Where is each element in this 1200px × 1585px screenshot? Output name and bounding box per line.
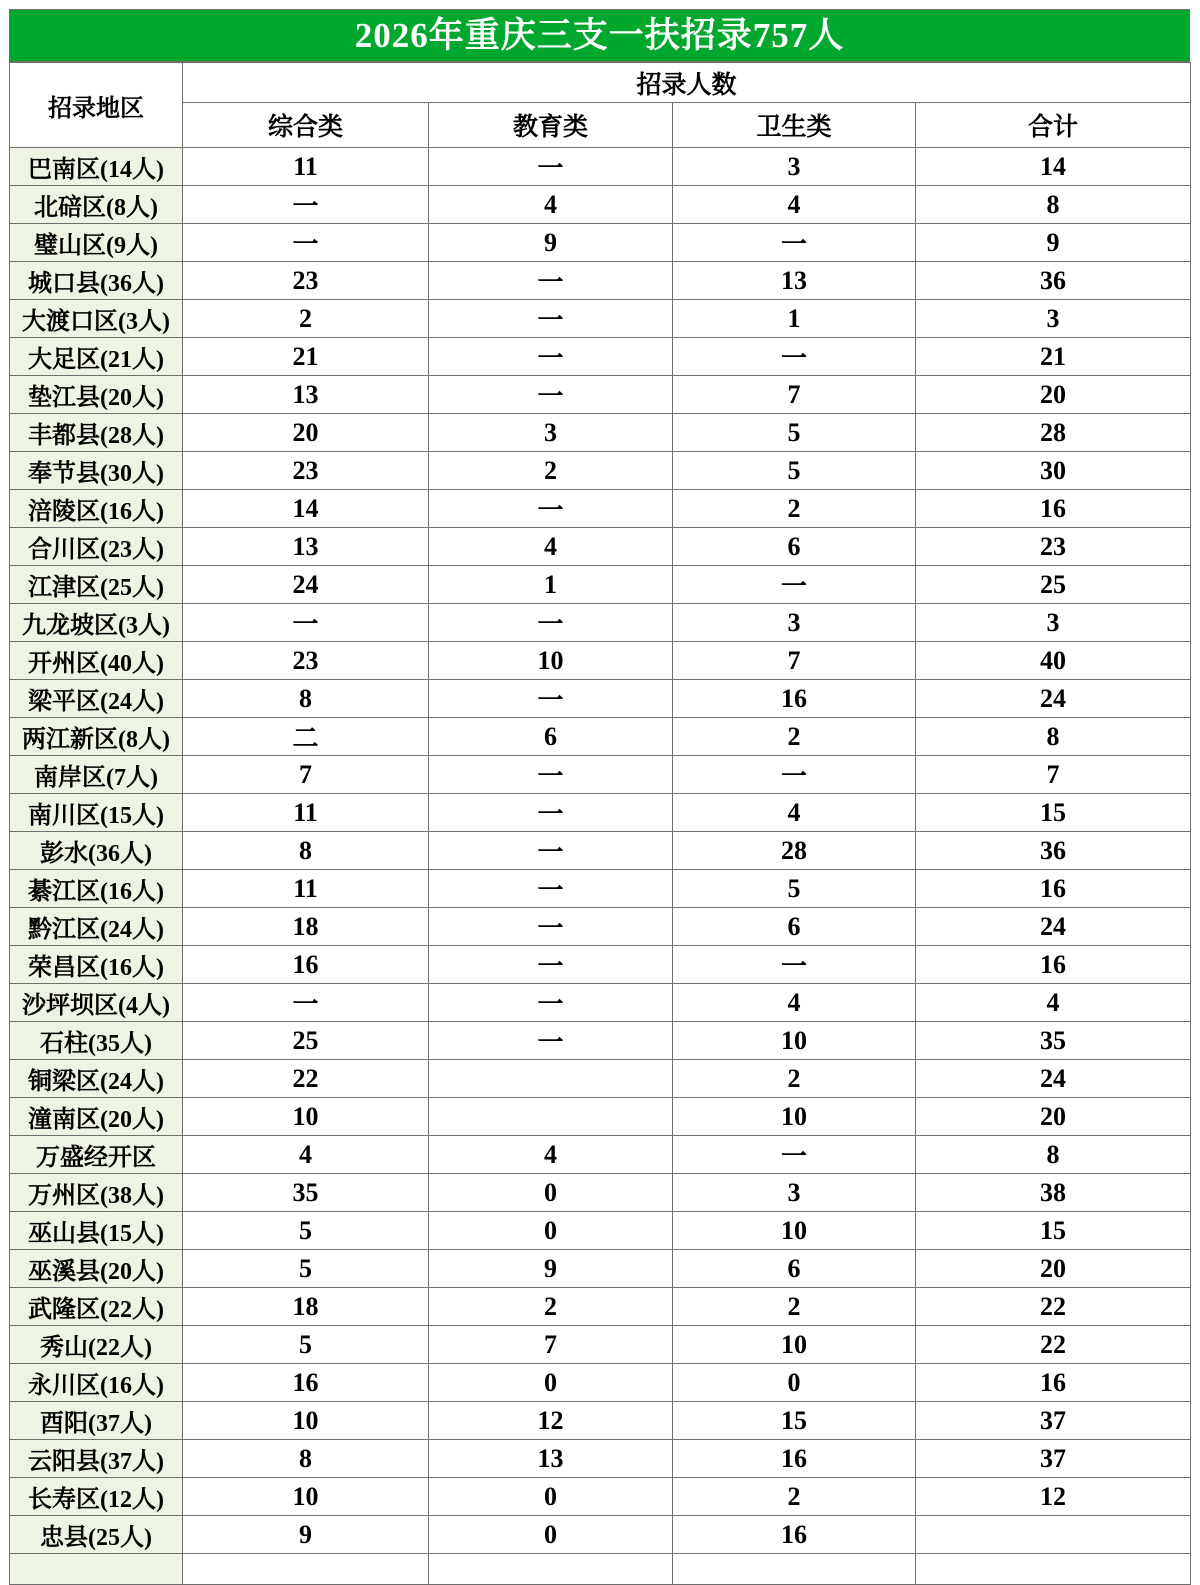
cell-total: 16 xyxy=(916,490,1191,528)
cell-comprehensive: 7 xyxy=(183,756,429,794)
cell-partial xyxy=(916,1554,1191,1585)
cell-total: 20 xyxy=(916,1098,1191,1136)
cell-region: 开州区(40人) xyxy=(10,642,183,680)
table-row xyxy=(10,832,1191,870)
cell-education xyxy=(429,1098,673,1136)
cell-health: 4 xyxy=(673,186,916,224)
cell-comprehensive: 10 xyxy=(183,1478,429,1516)
cell-total: 36 xyxy=(916,262,1191,300)
cell-region: 南岸区(7人) xyxy=(10,756,183,794)
cell-region: 大渡口区(3人) xyxy=(10,300,183,338)
cell-comprehensive: 11 xyxy=(183,870,429,908)
cell-total: 9 xyxy=(916,224,1191,262)
cell-total: 37 xyxy=(916,1440,1191,1478)
cell-comprehensive: 一 xyxy=(183,186,429,224)
cell-total: 4 xyxy=(916,984,1191,1022)
table-row xyxy=(10,1098,1191,1136)
cell-health: 10 xyxy=(673,1098,916,1136)
cell-health: 10 xyxy=(673,1022,916,1060)
cell-total: 12 xyxy=(916,1478,1191,1516)
cell-health: 3 xyxy=(673,148,916,186)
table-row xyxy=(10,1402,1191,1440)
cell-education: 一 xyxy=(429,148,673,186)
cell-health: 3 xyxy=(673,1174,916,1212)
cell-comprehensive: 10 xyxy=(183,1098,429,1136)
cell-region: 秀山(22人) xyxy=(10,1326,183,1364)
cell-education: 一 xyxy=(429,680,673,718)
cell-total: 8 xyxy=(916,718,1191,756)
cell-total: 16 xyxy=(916,870,1191,908)
table-row xyxy=(10,756,1191,794)
header-row-sub xyxy=(10,103,1191,148)
table-row xyxy=(10,1516,1191,1554)
table-row xyxy=(10,1136,1191,1174)
cell-region: 城口县(36人) xyxy=(10,262,183,300)
table-row xyxy=(10,186,1191,224)
cell-partial xyxy=(429,1554,673,1585)
cell-health: 10 xyxy=(673,1212,916,1250)
column-header-comprehensive: 综合类 xyxy=(183,103,429,148)
cell-comprehensive: 二 xyxy=(183,718,429,756)
cell-comprehensive: 23 xyxy=(183,452,429,490)
table-row xyxy=(10,604,1191,642)
cell-health: 一 xyxy=(673,946,916,984)
table-row xyxy=(10,908,1191,946)
cell-total: 8 xyxy=(916,186,1191,224)
table-row xyxy=(10,642,1191,680)
cell-region: 酉阳(37人) xyxy=(10,1402,183,1440)
cell-region: 垫江县(20人) xyxy=(10,376,183,414)
cell-region: 丰都县(28人) xyxy=(10,414,183,452)
cell-region: 大足区(21人) xyxy=(10,338,183,376)
cell-comprehensive: 4 xyxy=(183,1136,429,1174)
cell-region: 巴南区(14人) xyxy=(10,148,183,186)
cell-education: 6 xyxy=(429,718,673,756)
cell-health: 5 xyxy=(673,870,916,908)
cell-comprehensive: 24 xyxy=(183,566,429,604)
cell-education: 一 xyxy=(429,908,673,946)
cell-region: 璧山区(9人) xyxy=(10,224,183,262)
cell-health: 3 xyxy=(673,604,916,642)
cell-region: 江津区(25人) xyxy=(10,566,183,604)
cell-education: 一 xyxy=(429,300,673,338)
cell-comprehensive: 8 xyxy=(183,1440,429,1478)
table-row xyxy=(10,946,1191,984)
cell-region: 万州区(38人) xyxy=(10,1174,183,1212)
cell-health: 一 xyxy=(673,224,916,262)
cell-comprehensive: 13 xyxy=(183,528,429,566)
cell-total: 40 xyxy=(916,642,1191,680)
cell-education: 13 xyxy=(429,1440,673,1478)
cell-health: 7 xyxy=(673,376,916,414)
cell-health: 6 xyxy=(673,1250,916,1288)
cell-comprehensive: 10 xyxy=(183,1402,429,1440)
table-row xyxy=(10,1060,1191,1098)
header-row-top xyxy=(10,63,1191,103)
cell-total: 22 xyxy=(916,1288,1191,1326)
cell-comprehensive: 一 xyxy=(183,984,429,1022)
cell-education: 一 xyxy=(429,756,673,794)
cell-total: 16 xyxy=(916,946,1191,984)
cell-total: 20 xyxy=(916,1250,1191,1288)
cell-total: 16 xyxy=(916,1364,1191,1402)
table-row xyxy=(10,376,1191,414)
cell-total: 15 xyxy=(916,794,1191,832)
cell-comprehensive: 23 xyxy=(183,262,429,300)
cell-region: 黔江区(24人) xyxy=(10,908,183,946)
cell-total: 7 xyxy=(916,756,1191,794)
cell-total: 30 xyxy=(916,452,1191,490)
table-row xyxy=(10,718,1191,756)
cell-total: 21 xyxy=(916,338,1191,376)
cell-comprehensive: 18 xyxy=(183,908,429,946)
cell-total: 15 xyxy=(916,1212,1191,1250)
cell-comprehensive: 25 xyxy=(183,1022,429,1060)
cell-health: 5 xyxy=(673,452,916,490)
cell-education: 一 xyxy=(429,376,673,414)
cell-health: 7 xyxy=(673,642,916,680)
cell-comprehensive: 23 xyxy=(183,642,429,680)
cell-region: 武隆区(22人) xyxy=(10,1288,183,1326)
cell-comprehensive: 22 xyxy=(183,1060,429,1098)
cell-education: 0 xyxy=(429,1364,673,1402)
cell-education: 10 xyxy=(429,642,673,680)
table-row xyxy=(10,1440,1191,1478)
table-row xyxy=(10,490,1191,528)
cell-partial xyxy=(10,1554,183,1585)
cell-education: 一 xyxy=(429,1022,673,1060)
cell-region: 荣昌区(16人) xyxy=(10,946,183,984)
cell-comprehensive: 8 xyxy=(183,680,429,718)
cell-health: 6 xyxy=(673,908,916,946)
table-row xyxy=(10,680,1191,718)
cell-education: 4 xyxy=(429,186,673,224)
cell-comprehensive: 5 xyxy=(183,1212,429,1250)
table-row xyxy=(10,870,1191,908)
cell-education: 0 xyxy=(429,1174,673,1212)
cell-health: 5 xyxy=(673,414,916,452)
cell-health: 16 xyxy=(673,680,916,718)
cell-education: 一 xyxy=(429,262,673,300)
cell-region: 梁平区(24人) xyxy=(10,680,183,718)
cell-education: 一 xyxy=(429,984,673,1022)
cell-education: 7 xyxy=(429,1326,673,1364)
recruitment-table xyxy=(9,62,1191,1585)
cell-health: 2 xyxy=(673,490,916,528)
cell-health: 一 xyxy=(673,1136,916,1174)
cell-education: 一 xyxy=(429,794,673,832)
cell-region: 长寿区(12人) xyxy=(10,1478,183,1516)
cell-comprehensive: 一 xyxy=(183,224,429,262)
cell-region: 巫山县(15人) xyxy=(10,1212,183,1250)
cell-total: 24 xyxy=(916,908,1191,946)
cell-education: 一 xyxy=(429,604,673,642)
cell-health: 13 xyxy=(673,262,916,300)
cell-total: 3 xyxy=(916,604,1191,642)
cell-health: 4 xyxy=(673,794,916,832)
table-header xyxy=(10,63,1191,148)
table-row xyxy=(10,414,1191,452)
cell-region: 彭水(36人) xyxy=(10,832,183,870)
cell-total: 36 xyxy=(916,832,1191,870)
cell-comprehensive: 8 xyxy=(183,832,429,870)
cell-region: 北碚区(8人) xyxy=(10,186,183,224)
column-header-health: 卫生类 xyxy=(673,103,916,148)
cell-health: 一 xyxy=(673,338,916,376)
cell-region: 永川区(16人) xyxy=(10,1364,183,1402)
cell-education: 12 xyxy=(429,1402,673,1440)
cell-health: 15 xyxy=(673,1402,916,1440)
cell-comprehensive: 21 xyxy=(183,338,429,376)
cell-total: 25 xyxy=(916,566,1191,604)
table-row xyxy=(10,1326,1191,1364)
cell-total: 24 xyxy=(916,680,1191,718)
table-row xyxy=(10,1364,1191,1402)
cell-health: 1 xyxy=(673,300,916,338)
cell-health: 一 xyxy=(673,566,916,604)
table-row xyxy=(10,984,1191,1022)
cell-total: 23 xyxy=(916,528,1191,566)
table-row xyxy=(10,794,1191,832)
title-banner xyxy=(9,9,1190,62)
cell-partial xyxy=(673,1554,916,1585)
cell-comprehensive: 18 xyxy=(183,1288,429,1326)
table-row xyxy=(10,1478,1191,1516)
cell-education: 一 xyxy=(429,490,673,528)
column-header-group: 招录人数 xyxy=(183,63,1191,103)
cell-education: 2 xyxy=(429,452,673,490)
cell-region: 涪陵区(16人) xyxy=(10,490,183,528)
cell-partial xyxy=(183,1554,429,1585)
cell-health: 6 xyxy=(673,528,916,566)
cell-total: 28 xyxy=(916,414,1191,452)
cell-education: 0 xyxy=(429,1212,673,1250)
cell-comprehensive: 16 xyxy=(183,1364,429,1402)
cell-comprehensive: 9 xyxy=(183,1516,429,1554)
table-row xyxy=(10,224,1191,262)
cell-total xyxy=(916,1516,1191,1554)
cell-education: 一 xyxy=(429,832,673,870)
cell-comprehensive: 11 xyxy=(183,148,429,186)
cell-comprehensive: 20 xyxy=(183,414,429,452)
cell-health: 2 xyxy=(673,1288,916,1326)
cell-total: 14 xyxy=(916,148,1191,186)
cell-total: 22 xyxy=(916,1326,1191,1364)
table-row xyxy=(10,1174,1191,1212)
table-row xyxy=(10,300,1191,338)
table-row xyxy=(10,338,1191,376)
cell-region: 云阳县(37人) xyxy=(10,1440,183,1478)
cell-education: 9 xyxy=(429,1250,673,1288)
table-row xyxy=(10,1288,1191,1326)
cell-total: 38 xyxy=(916,1174,1191,1212)
cell-region: 两江新区(8人) xyxy=(10,718,183,756)
cell-region: 石柱(35人) xyxy=(10,1022,183,1060)
table-row xyxy=(10,528,1191,566)
table-row xyxy=(10,452,1191,490)
cell-total: 8 xyxy=(916,1136,1191,1174)
cell-region: 巫溪县(20人) xyxy=(10,1250,183,1288)
cell-education: 9 xyxy=(429,224,673,262)
cell-health: 2 xyxy=(673,718,916,756)
cell-total: 3 xyxy=(916,300,1191,338)
table-row-partial xyxy=(10,1554,1191,1585)
column-header-total: 合计 xyxy=(916,103,1191,148)
cell-education: 1 xyxy=(429,566,673,604)
cell-total: 35 xyxy=(916,1022,1191,1060)
cell-region: 合川区(23人) xyxy=(10,528,183,566)
table-body xyxy=(10,148,1191,1585)
column-header-education: 教育类 xyxy=(429,103,673,148)
cell-health: 4 xyxy=(673,984,916,1022)
cell-total: 37 xyxy=(916,1402,1191,1440)
cell-region: 九龙坡区(3人) xyxy=(10,604,183,642)
cell-education: 4 xyxy=(429,528,673,566)
cell-education: 2 xyxy=(429,1288,673,1326)
cell-education: 一 xyxy=(429,870,673,908)
cell-health: 16 xyxy=(673,1440,916,1478)
cell-region: 潼南区(20人) xyxy=(10,1098,183,1136)
cell-region: 忠县(25人) xyxy=(10,1516,183,1554)
cell-total: 24 xyxy=(916,1060,1191,1098)
cell-education: 0 xyxy=(429,1478,673,1516)
cell-health: 28 xyxy=(673,832,916,870)
table-row xyxy=(10,1212,1191,1250)
cell-comprehensive: 一 xyxy=(183,604,429,642)
cell-total: 20 xyxy=(916,376,1191,414)
cell-region: 万盛经开区 xyxy=(10,1136,183,1174)
cell-education xyxy=(429,1060,673,1098)
cell-comprehensive: 16 xyxy=(183,946,429,984)
cell-health: 2 xyxy=(673,1060,916,1098)
cell-region: 南川区(15人) xyxy=(10,794,183,832)
table-row xyxy=(10,1022,1191,1060)
cell-education: 一 xyxy=(429,338,673,376)
table-row xyxy=(10,1250,1191,1288)
column-header-region: 招录地区 xyxy=(10,63,183,148)
cell-education: 一 xyxy=(429,946,673,984)
cell-region: 沙坪坝区(4人) xyxy=(10,984,183,1022)
table-row xyxy=(10,262,1191,300)
cell-comprehensive: 11 xyxy=(183,794,429,832)
cell-health: 一 xyxy=(673,756,916,794)
cell-health: 0 xyxy=(673,1364,916,1402)
page-title: 2026年重庆三支一扶招录757人 xyxy=(354,16,845,55)
cell-comprehensive: 35 xyxy=(183,1174,429,1212)
cell-education: 3 xyxy=(429,414,673,452)
cell-region: 奉节县(30人) xyxy=(10,452,183,490)
cell-comprehensive: 2 xyxy=(183,300,429,338)
cell-health: 16 xyxy=(673,1516,916,1554)
cell-region: 綦江区(16人) xyxy=(10,870,183,908)
cell-region: 铜梁区(24人) xyxy=(10,1060,183,1098)
cell-health: 2 xyxy=(673,1478,916,1516)
table-row xyxy=(10,566,1191,604)
cell-comprehensive: 14 xyxy=(183,490,429,528)
cell-education: 0 xyxy=(429,1516,673,1554)
cell-comprehensive: 5 xyxy=(183,1250,429,1288)
cell-comprehensive: 13 xyxy=(183,376,429,414)
cell-education: 4 xyxy=(429,1136,673,1174)
table-row xyxy=(10,148,1191,186)
cell-health: 10 xyxy=(673,1326,916,1364)
cell-comprehensive: 5 xyxy=(183,1326,429,1364)
